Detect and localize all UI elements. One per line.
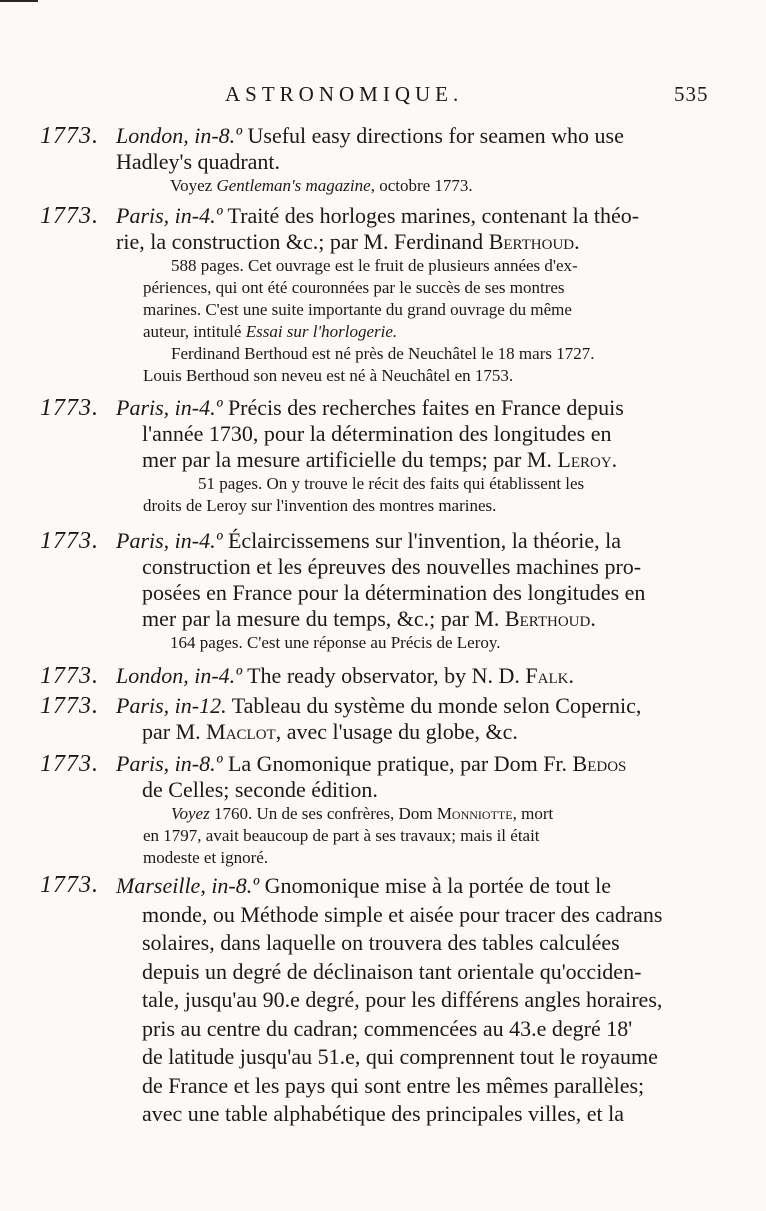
entry-note: [143, 803, 726, 869]
entry-place: London, in-4.º: [116, 663, 242, 688]
bibliography-entry: [40, 751, 726, 869]
entry-line: de France et les pays qui sont entre les mêmes parallèles;: [142, 1072, 645, 1098]
page-header: [0, 82, 766, 112]
entry-place: London, in-8.º: [116, 123, 242, 148]
entry-author: Falk.: [525, 663, 574, 688]
bibliography-entry: [40, 203, 726, 387]
entry-line: La Gnomonique pratique, par Dom Fr.: [227, 751, 573, 776]
note-line: marines. C'est une suite importante du grand ouvrage du même: [143, 300, 572, 319]
entry-line: mer par la mesure artificielle du temps; par M.: [142, 447, 558, 472]
entry-year: 1773.: [40, 203, 99, 229]
note-line: , mort: [512, 804, 554, 823]
entry-text: [116, 693, 726, 745]
note-line: 164 pages. C'est une réponse au Précis de Leroy.: [170, 633, 501, 652]
note-text: , octobre 1773.: [370, 176, 473, 195]
entry-line: pris au centre du cadran; commencées au 43.e degré 18': [142, 1015, 633, 1041]
entry-note: [143, 473, 726, 517]
note-citation: Voyez: [171, 804, 210, 823]
entry-line: Hadley's quadrant.: [116, 149, 281, 174]
entry-text: [116, 751, 726, 803]
entry-line: avec une table alphabétique des principales villes, et la: [142, 1101, 624, 1126]
entry-line: Tableau du système du monde selon Copernic,: [231, 693, 642, 718]
entry-note: [170, 632, 726, 654]
entry-text: [116, 203, 726, 255]
entry-line: monde, ou Méthode simple et aisée pour tracer des cadrans: [142, 901, 663, 927]
bibliography-entry: [40, 693, 726, 745]
note-line: Ferdinand Berthoud est né près de Neuchâtel le 18 mars 1727.: [171, 344, 595, 363]
entry-line: Useful easy directions for seamen who use: [247, 123, 624, 148]
running-title: ASTRONOMIQUE.: [225, 82, 464, 106]
entry-place: Paris, in-4.º: [116, 395, 223, 420]
entry-line: Traité des horloges marines, contenant la théo-: [227, 203, 640, 228]
entry-line: solaires, dans laquelle on trouvera des tables calculées: [142, 930, 620, 955]
entry-text: [116, 123, 726, 175]
note-author: Monniotte: [436, 804, 513, 823]
corner-rule: [0, 0, 38, 2]
bibliography-entry: [40, 395, 726, 517]
entry-place: Marseille, in-8.º: [116, 873, 260, 898]
entry-year: 1773.: [40, 693, 99, 719]
entry-year: 1773.: [40, 872, 99, 898]
entry-line: par M.: [142, 719, 207, 744]
note-line: 588 pages. Cet ouvrage est le fruit de plusieurs années d'ex-: [171, 256, 578, 275]
entry-text: [116, 395, 726, 473]
bibliography-entry: [40, 528, 726, 654]
entry-place: Paris, in-8.º: [116, 751, 223, 776]
entry-line: , avec l'usage du globe, &c.: [275, 719, 518, 744]
entry-line: Gnomonique mise à la portée de tout le: [264, 873, 611, 898]
entry-place: Paris, in-12.: [116, 693, 227, 718]
entry-line: Éclaircissemens sur l'invention, la théorie, la: [227, 528, 622, 553]
entry-author: Berthoud.: [504, 606, 596, 631]
page-number: 535: [674, 82, 709, 106]
entry-line: construction et les épreuves des nouvelles machines pro-: [142, 554, 642, 579]
entry-line: posées en France pour la détermination des longitudes en: [142, 580, 646, 605]
note-citation: Gentleman's magazine: [216, 176, 371, 195]
entry-line: The ready observator, by N. D.: [247, 663, 526, 688]
note-line: Louis Berthoud son neveu est né à Neuchâtel en 1753.: [143, 366, 514, 385]
note-line: périences, qui ont été couronnées par le succès de ses montres: [143, 278, 565, 297]
note-line: auteur, intitulé: [143, 322, 246, 341]
entry-text: [116, 663, 726, 689]
entry-year: 1773.: [40, 751, 99, 777]
entry-note: [170, 175, 726, 197]
note-line: modeste et ignoré.: [143, 848, 269, 867]
note-line: droits de Leroy sur l'invention des montres marines.: [143, 496, 497, 515]
entry-author: Berthoud.: [488, 229, 580, 254]
note-line: en 1797, avait beaucoup de part à ses travaux; mais il était: [143, 826, 540, 845]
entry-year: 1773.: [40, 663, 99, 689]
entry-year: 1773.: [40, 395, 99, 421]
entry-line: Précis des recherches faites en France depuis: [227, 395, 624, 420]
entry-text: [116, 528, 726, 632]
entry-author: Leroy.: [557, 447, 618, 472]
entry-year: 1773.: [40, 528, 99, 554]
bibliography-entry: [40, 123, 726, 197]
entry-author: Maclot: [206, 719, 276, 744]
note-line: 1760. Un de ses confrères, Dom: [209, 804, 437, 823]
note-line: 51 pages. On y trouve le récit des faits qui établissent les: [198, 474, 585, 493]
entry-place: Paris, in-4.º: [116, 528, 223, 553]
entry-line: rie, la construction &c.; par M. Ferdinand: [116, 229, 489, 254]
entry-line: de Celles; seconde édition.: [142, 777, 378, 802]
entry-author: Bedos: [572, 751, 627, 776]
note-citation: Essai sur l'horlogerie.: [245, 322, 398, 341]
entry-line: de latitude jusqu'au 51.e, qui comprennent tout le royaume: [142, 1044, 658, 1069]
entry-line: depuis un degré de déclinaison tant orientale qu'occiden-: [142, 958, 642, 984]
entry-year: 1773.: [40, 123, 99, 149]
entry-place: Paris, in-4.º: [116, 203, 223, 228]
note-text: Voyez: [170, 176, 217, 195]
bibliography-entry: [40, 663, 726, 689]
entry-line: l'année 1730, pour la détermination des longitudes en: [142, 421, 612, 446]
entry-line: mer par la mesure du temps, &c.; par M.: [142, 606, 505, 631]
entry-note: [143, 255, 726, 387]
bibliography-entry: [40, 872, 726, 1129]
entry-text: [116, 872, 726, 1129]
entry-line: tale, jusqu'au 90.e degré, pour les différens angles horaires,: [142, 987, 663, 1012]
